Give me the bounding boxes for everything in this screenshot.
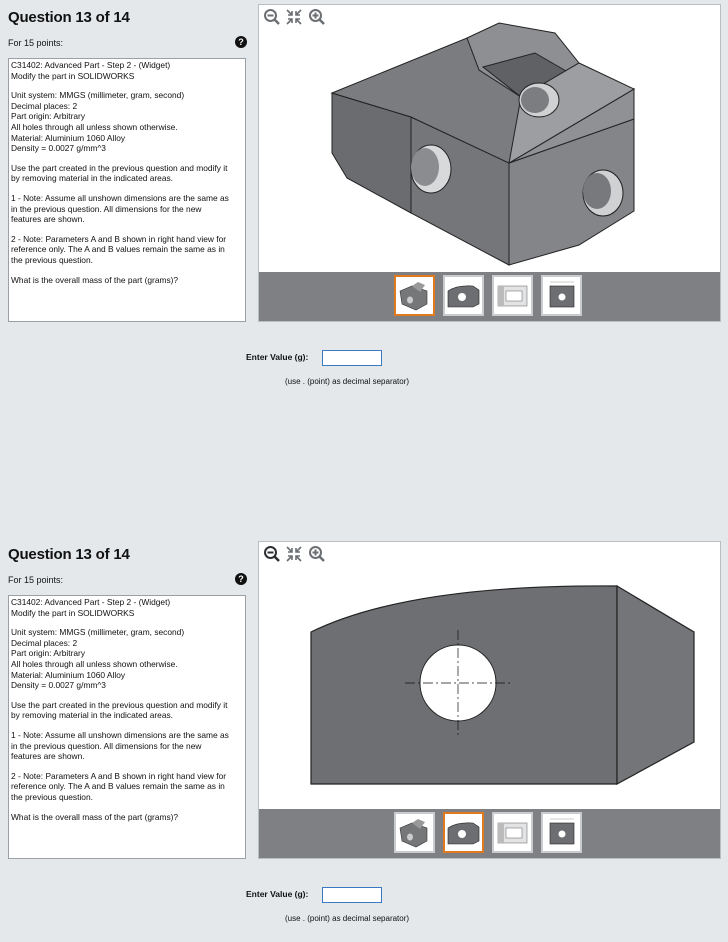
question-line: reference only. The A and B values remain the same as in bbox=[11, 781, 225, 792]
question-line: Material: Aluminium 1060 Alloy bbox=[11, 669, 126, 680]
question-circle-icon[interactable]: ? bbox=[235, 36, 247, 48]
line-gap bbox=[11, 618, 243, 627]
line-gap bbox=[11, 762, 243, 771]
question-line: Density = 0.0027 g/mm^3 bbox=[11, 680, 106, 691]
question-line: C31402: Advanced Part - Step 2 - (Widget) bbox=[11, 597, 171, 607]
question-line: Decimal places: 2 bbox=[11, 637, 78, 648]
thumbnail-strip bbox=[259, 272, 720, 321]
question-line: What is the overall mass of the part (grams)? bbox=[11, 811, 179, 822]
front-view-image bbox=[259, 542, 722, 811]
thumbnail-isometric-view[interactable] bbox=[394, 275, 435, 316]
line-gap bbox=[11, 81, 243, 90]
question-line: Use the part created in the previous question and modify it bbox=[11, 162, 228, 173]
question-line: Density = 0.0027 g/mm^3 bbox=[11, 143, 106, 154]
line-gap bbox=[11, 184, 243, 193]
question-circle-icon[interactable]: ? bbox=[235, 573, 247, 585]
thumbnail-isometric-view[interactable] bbox=[394, 812, 435, 853]
zoom-out-icon[interactable] bbox=[263, 545, 281, 568]
question-line: by removing material in the indicated areas. bbox=[11, 710, 173, 721]
zoom-in-icon[interactable] bbox=[308, 8, 326, 31]
question-text-box bbox=[8, 595, 246, 859]
thumbnail-right-view[interactable] bbox=[541, 812, 582, 853]
question-line: Modify the part in SOLIDWORKS bbox=[11, 607, 135, 618]
question-text-box bbox=[8, 58, 246, 322]
line-gap bbox=[11, 721, 243, 730]
question-line: 2 - Note: Parameters A and B shown in right hand view for bbox=[11, 233, 227, 244]
question-line: Use the part created in the previous question and modify it bbox=[11, 699, 228, 710]
question-line: in the previous question. All dimensions for the new bbox=[11, 740, 202, 751]
question-panel-front bbox=[0, 537, 728, 937]
question-line: Part origin: Arbitrary bbox=[11, 111, 86, 122]
decimal-hint: (use . (point) as decimal separator) bbox=[285, 914, 410, 923]
line-gap bbox=[11, 691, 243, 700]
question-title: Question 13 of 14 bbox=[8, 546, 130, 563]
decimal-hint: (use . (point) as decimal separator) bbox=[285, 377, 410, 386]
question-line: Unit system: MMGS (millimeter, gram, second) bbox=[11, 627, 185, 638]
answer-label: Enter Value (g): bbox=[246, 352, 309, 362]
question-line: Modify the part in SOLIDWORKS bbox=[11, 70, 135, 81]
question-line: 1 - Note: Assume all unshown dimensions are the same as bbox=[11, 729, 229, 740]
question-line: the previous question. bbox=[11, 791, 93, 802]
question-line: Part origin: Arbitrary bbox=[11, 648, 86, 659]
question-line: features are shown. bbox=[11, 214, 85, 225]
line-gap bbox=[11, 154, 243, 163]
question-line: 1 - Note: Assume all unshown dimensions are the same as bbox=[11, 192, 229, 203]
points-label: For 15 points: bbox=[8, 575, 64, 585]
question-line: the previous question. bbox=[11, 254, 93, 265]
question-line: C31402: Advanced Part - Step 2 - (Widget) bbox=[11, 60, 171, 70]
thumbnail-front-view[interactable] bbox=[443, 812, 484, 853]
question-line: All holes through all unless shown otherwise. bbox=[11, 121, 178, 132]
model-viewer[interactable] bbox=[258, 541, 721, 859]
answer-input[interactable] bbox=[322, 887, 382, 903]
points-label: For 15 points: bbox=[8, 38, 64, 48]
zoom-in-icon[interactable] bbox=[308, 545, 326, 568]
zoom-toolbar bbox=[263, 545, 326, 563]
thumbnail-right-view[interactable] bbox=[541, 275, 582, 316]
question-line: 2 - Note: Parameters A and B shown in right hand view for bbox=[11, 770, 227, 781]
question-line: All holes through all unless shown otherwise. bbox=[11, 658, 178, 669]
zoom-out-icon[interactable] bbox=[263, 8, 281, 31]
question-line: What is the overall mass of the part (grams)? bbox=[11, 274, 179, 285]
fit-icon[interactable] bbox=[285, 8, 303, 31]
model-viewer[interactable] bbox=[258, 4, 721, 322]
thumbnail-front-view[interactable] bbox=[443, 275, 484, 316]
question-line: reference only. The A and B values remain the same as in bbox=[11, 244, 225, 255]
answer-input[interactable] bbox=[322, 350, 382, 366]
question-line: features are shown. bbox=[11, 751, 85, 762]
question-line: Material: Aluminium 1060 Alloy bbox=[11, 132, 126, 143]
thumbnail-top-view[interactable] bbox=[492, 275, 533, 316]
isometric-view-image bbox=[259, 5, 722, 274]
zoom-toolbar bbox=[263, 8, 326, 26]
question-line: Unit system: MMGS (millimeter, gram, second) bbox=[11, 90, 185, 101]
question-line: in the previous question. All dimensions for the new bbox=[11, 203, 202, 214]
question-panel-isometric bbox=[0, 0, 728, 400]
line-gap bbox=[11, 803, 243, 812]
question-line: by removing material in the indicated areas. bbox=[11, 173, 173, 184]
fit-icon[interactable] bbox=[285, 545, 303, 568]
line-gap bbox=[11, 225, 243, 234]
thumbnail-strip bbox=[259, 809, 720, 858]
answer-label: Enter Value (g): bbox=[246, 889, 309, 899]
question-title: Question 13 of 14 bbox=[8, 9, 130, 26]
thumbnail-top-view[interactable] bbox=[492, 812, 533, 853]
question-line: Decimal places: 2 bbox=[11, 100, 78, 111]
line-gap bbox=[11, 266, 243, 275]
